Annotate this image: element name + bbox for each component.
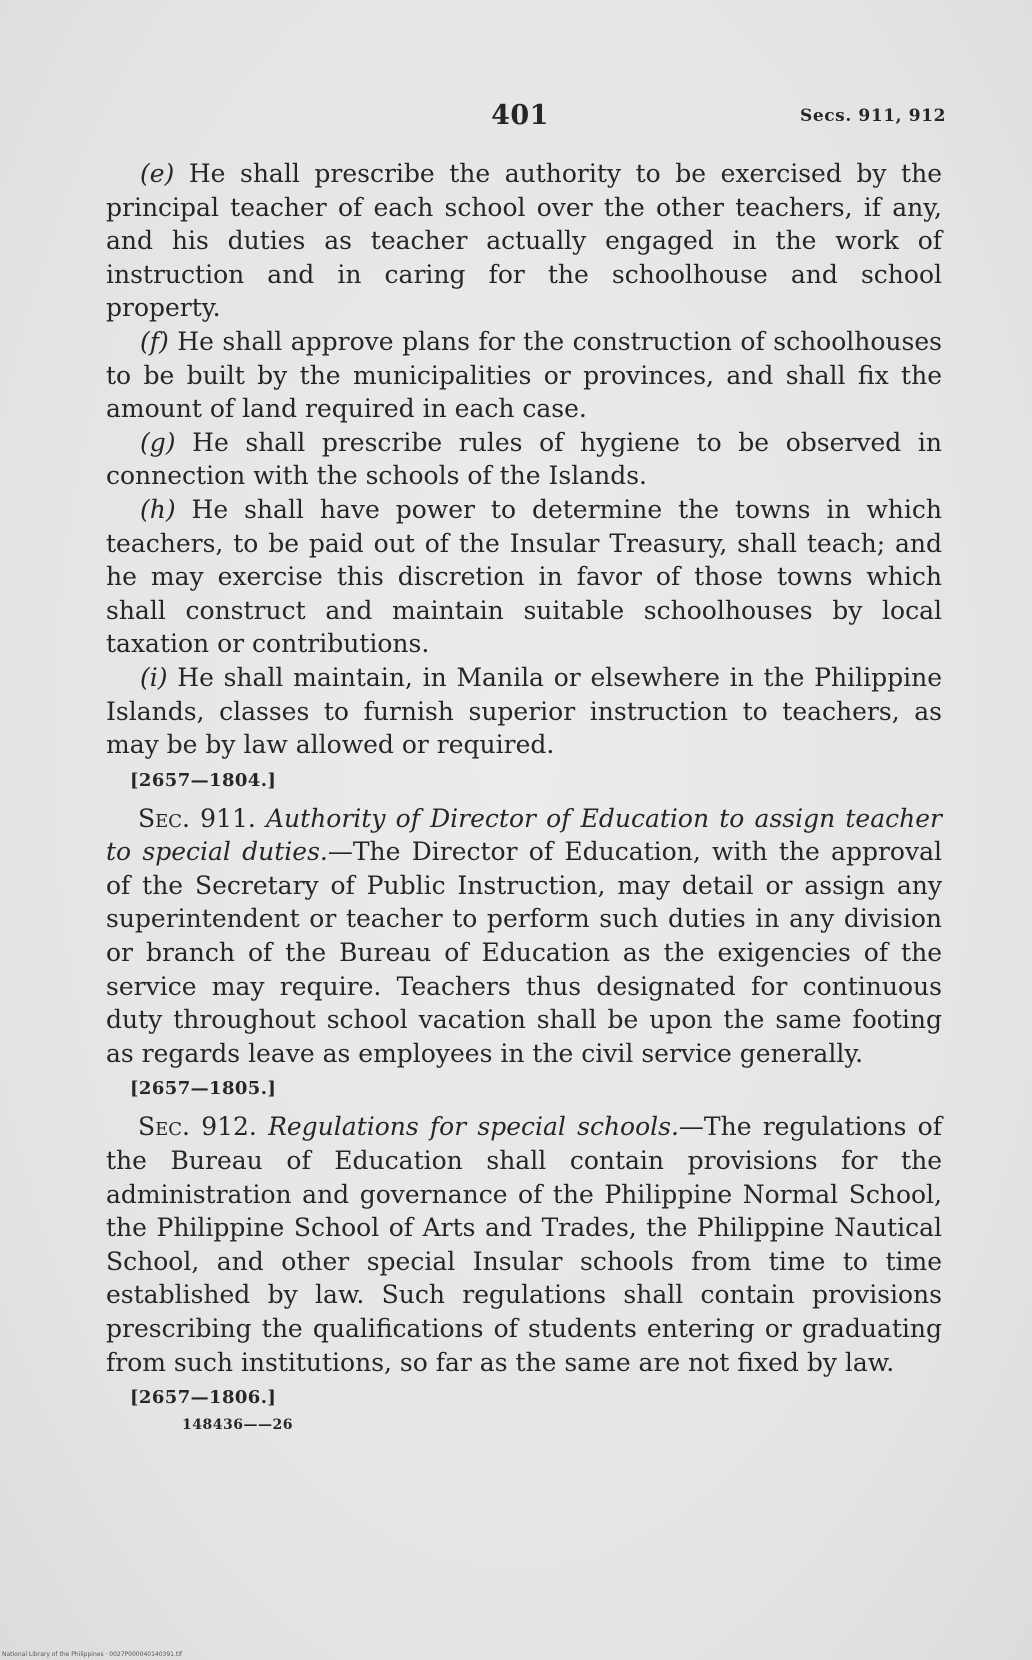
clause-label: (f) <box>140 326 169 356</box>
clause-f <box>106 325 942 426</box>
clause-g <box>106 426 942 493</box>
citation-1806: [2657—1806.] <box>130 1387 277 1409</box>
page-body <box>106 157 942 1435</box>
clause-label: (h) <box>140 494 176 524</box>
clause-text: He shall maintain, in Manila or elsewhere in the Philippine Islands, classes to furnish superior instruction to teachers, as may be by law allowed or required. <box>106 662 942 760</box>
citation-1805: [2657—1805.] <box>130 1078 277 1100</box>
clause-i <box>106 661 942 762</box>
scan-credit: National Library of the Philippines · 0027P000040140391.tif <box>2 1651 183 1658</box>
clause-label: (i) <box>140 662 168 692</box>
clause-e <box>106 157 942 325</box>
printer-signature-mark: 148436——26 <box>182 1417 293 1434</box>
section-label: Sec. 912. <box>138 1112 257 1142</box>
section-title: Regulations for special schools. <box>256 1112 679 1142</box>
citation-1804: [2657—1804.] <box>130 769 277 791</box>
clause-text: He shall prescribe the authority to be exercised by the principal teacher of each school over the other teachers, if any, and his duties as teacher actually engaged in the work of instruction and in caring for the schoolhouse and school property. <box>106 159 942 323</box>
clause-label: (e) <box>140 159 175 188</box>
section-title: Authority of Director of Education to assign teacher to special duties. <box>106 803 942 867</box>
page-number: 401 <box>491 100 549 131</box>
clause-text: He shall prescribe rules of hygiene to be observed in connection with the schools of the Islands. <box>106 427 942 491</box>
section-912 <box>106 1110 942 1379</box>
clause-label: (g) <box>140 427 176 457</box>
clause-h <box>106 493 942 661</box>
section-text: —The regulations of the Bureau of Education shall contain provisions for the administration and governance of the Philippine Normal School, the Philippine School of Arts and Trades, the Philippine Nautical School, and other special Insular schools from time to time established by law. Such regulations shall contain provisions prescribing the qualifications of students entering or graduating from such institutions, so far as the same are not fixed by law. <box>106 1112 942 1377</box>
section-text: —The Director of Education, with the approval of the Secretary of Public Instruction, may detail or assign any superintendent or teacher to perform such duties in any division or branch of the Bureau of Education as the exigencies of the service may require. Teachers thus designated for continuous duty throughout school vacation shall be upon the same footing as regards leave as employees in the civil service generally. <box>106 837 942 1068</box>
running-section-header: Secs. 911, 912 <box>799 106 946 126</box>
clause-text: He shall approve plans for the construction of schoolhouses to be built by the municipalities or provinces, and shall fix the amount of land required in each case. <box>106 326 942 424</box>
section-label: Sec. 911. <box>138 803 256 833</box>
clause-text: He shall have power to determine the towns in which teachers, to be paid out of the Insular Treasury, shall teach; and he may exercise this discretion in favor of those towns which shall construct and maintain suitable schoolhouses by local taxation or contributions. <box>106 494 942 659</box>
section-911 <box>106 802 942 1071</box>
